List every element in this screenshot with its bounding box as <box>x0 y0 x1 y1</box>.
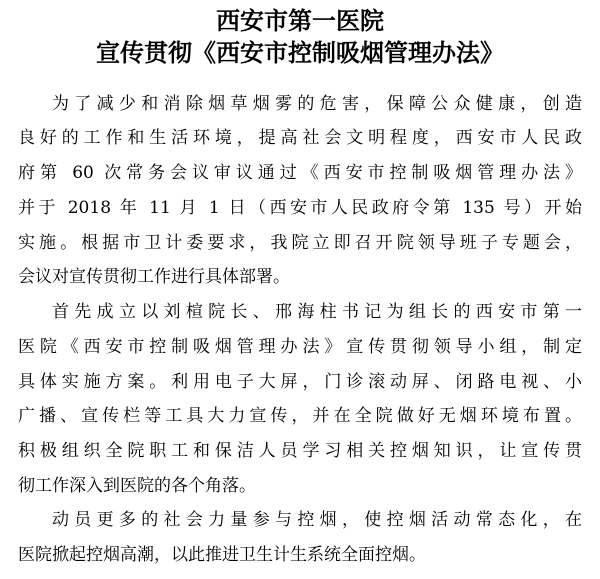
paragraph-line: 医院《西安市控制吸烟管理办法》宣传贯彻领导小组，制定 <box>18 337 582 357</box>
paragraph-line: 具体实施方案。利用电子大屏，门诊滚动屏、闭路电视、小 <box>18 372 582 392</box>
paragraph-line: 实施。根据市卫计委要求，我院立即召开院领导班子专题会， <box>18 233 582 253</box>
paragraph-line: 府第 60 次常务会议审议通过《西安市控制吸烟管理办法》 <box>18 163 582 183</box>
paragraph-line: 彻工作深入到医院的各个角落。 <box>18 476 256 496</box>
paragraph-line: 会议对宣传贯彻工作进行具体部署。 <box>18 267 290 287</box>
paragraph-line: 积极组织全院职工和保洁人员学习相关控烟知识，让宣传贯 <box>18 441 582 461</box>
document-title-line2: 宣传贯彻《西安市控制吸烟管理办法》 <box>96 38 504 67</box>
paragraph-line: 良好的工作和生活环境，提高社会文明程度，西安市人民政 <box>18 128 582 148</box>
paragraph-line: 并于 2018 年 11 月 1 日（西安市人民政府令第 135 号）开始 <box>18 198 582 218</box>
paragraph-line: 为了减少和消除烟草烟雾的危害，保障公众健康，创造 <box>52 94 582 114</box>
document-title-line1: 西安市第一医院 <box>216 6 384 35</box>
paragraph-line: 广播、宣传栏等工具大力宣传，并在全院做好无烟环境布置。 <box>18 406 582 426</box>
paragraph-line: 医院掀起控烟高潮，以此推进卫生计生系统全面控烟。 <box>18 545 426 565</box>
paragraph-line: 动员更多的社会力量参与控烟，使控烟活动常态化，在 <box>52 510 582 530</box>
paragraph-line: 首先成立以刘楦院长、邢海柱书记为组长的西安市第一 <box>52 302 582 322</box>
